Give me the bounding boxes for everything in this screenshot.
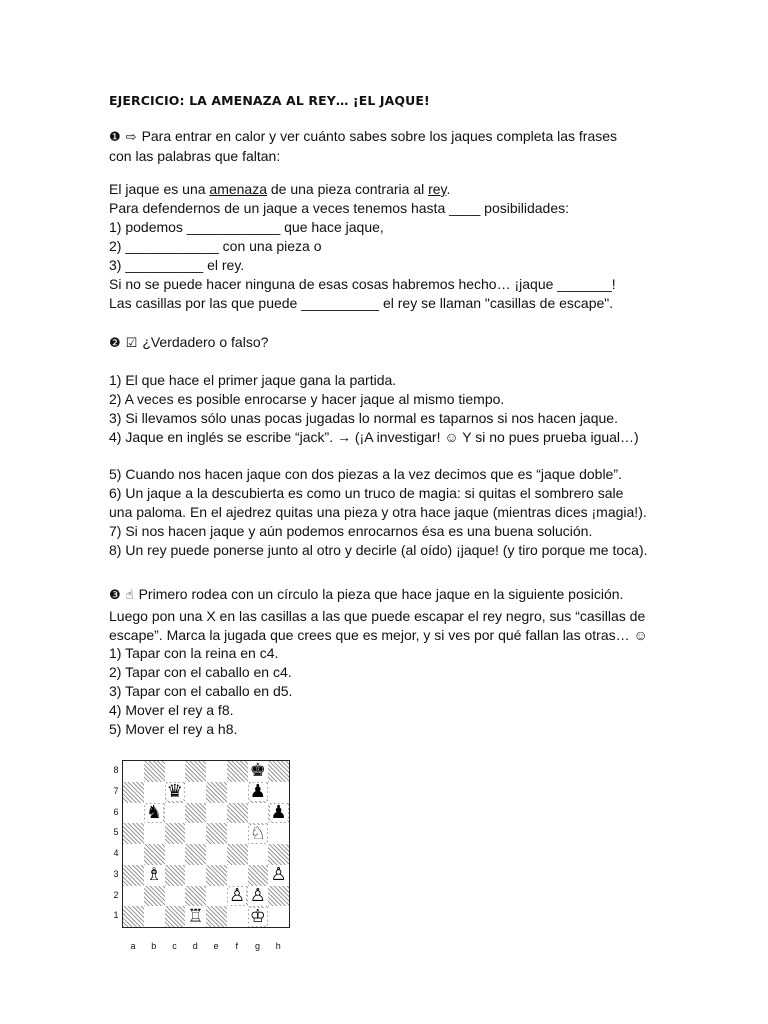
square-b1: [144, 906, 165, 927]
pointing-hand-icon: ☝: [125, 588, 134, 603]
rank-label: 1: [113, 910, 119, 921]
square-d7: [185, 782, 206, 803]
list-item: una paloma. En el ajedrez quitas una pieza y otra hace jaque (mientras dices ¡magia!).: [109, 504, 647, 520]
list-item: 5) Mover el rey a h8.: [109, 721, 238, 737]
list-item: 6) Un jaque a la descubierta es como un truco de magia: si quitas el sombrero sale: [109, 485, 624, 501]
square-b7: [144, 782, 165, 803]
black-pawn-icon: ♟: [270, 801, 287, 823]
section-3-instructions: [109, 607, 648, 645]
list-item: 3) Tapar con el caballo en d5.: [109, 683, 293, 699]
section-1-intro: [109, 127, 617, 166]
square-b3: [144, 865, 165, 886]
number-three-icon: ❸: [109, 588, 121, 603]
square-g8: [248, 761, 269, 782]
square-f3: [227, 865, 248, 886]
file-label: d: [192, 941, 198, 951]
file-label: a: [130, 941, 136, 951]
square-c3: [165, 865, 186, 886]
fill-in-sentence: Las casillas por las que puede __________ el rey se llaman "casillas de escape".: [109, 295, 614, 311]
rank-label: 3: [113, 868, 119, 879]
square-h5: [268, 823, 289, 844]
file-label: e: [213, 941, 219, 951]
white-king-icon: ♔: [249, 905, 266, 927]
list-item: 4) Jaque en inglés se escribe “jack”. → (¡A investigar! ☺ Y si no pues prueba igual…): [109, 429, 639, 445]
square-d1: [185, 906, 206, 927]
list-item: 7) Si nos hacen jaque y aún podemos enrocarnos ésa es una buena solución.: [109, 523, 593, 539]
black-queen-icon: ♛: [166, 781, 183, 803]
square-f5: [227, 823, 248, 844]
square-d4: [185, 844, 206, 865]
square-d5: [185, 823, 206, 844]
square-f6: [227, 803, 248, 824]
list-item: 1) Tapar con la reina en c4.: [109, 645, 279, 661]
underlined-word-amenaza: amenaza: [209, 181, 267, 197]
square-e2: [206, 886, 227, 907]
square-a5: [123, 823, 144, 844]
square-g4: [248, 844, 269, 865]
square-h4: [268, 844, 289, 865]
square-g7: [248, 782, 269, 803]
list-item: 8) Un rey puede ponerse junto al otro y decirle (al oído) ¡jaque! (y tiro porque me toca).: [109, 542, 648, 558]
list-item: 5) Cuando nos hacen jaque con dos piezas a la vez decimos que es “jaque doble”.: [109, 466, 622, 482]
square-f7: [227, 782, 248, 803]
section-1-intro-line-2: con las palabras que faltan:: [109, 148, 281, 164]
true-false-list-1: [109, 371, 639, 447]
rank-label: 5: [113, 827, 119, 838]
fill-in-sentence: Si no se puede hacer ninguna de esas cosas habremos hecho… ¡jaque _______!: [109, 276, 616, 292]
square-d6: [185, 803, 206, 824]
square-a7: [123, 782, 144, 803]
section-1-sentences: [109, 180, 616, 313]
square-h7: [268, 782, 289, 803]
file-label: c: [172, 941, 177, 951]
square-b5: [144, 823, 165, 844]
square-f8: [227, 761, 248, 782]
white-knight-icon: ♘: [249, 822, 266, 844]
section-1-intro-line-1: Para entrar en calor y ver cuánto sabes sobre los jaques completa las frases: [141, 128, 618, 144]
square-a4: [123, 844, 144, 865]
rank-label: 2: [113, 889, 119, 900]
number-one-icon: ❶: [109, 130, 121, 145]
file-label: f: [235, 941, 238, 951]
black-knight-icon: ♞: [146, 801, 163, 823]
square-f2: [227, 886, 248, 907]
checkbox-icon: ☑: [125, 336, 138, 351]
file-label: g: [254, 941, 260, 951]
rank-label: 6: [113, 806, 119, 817]
square-e8: [206, 761, 227, 782]
move-options-list: [109, 644, 292, 739]
section-2-heading: [109, 333, 268, 353]
square-e1: [206, 906, 227, 927]
list-item: 4) Mover el rey a f8.: [109, 702, 234, 718]
square-c2: [165, 886, 186, 907]
list-item: 2) A veces es posible enrocarse y hacer jaque al mismo tiempo.: [109, 391, 505, 407]
white-pawn-icon: ♙: [229, 884, 246, 906]
square-c6: [165, 803, 186, 824]
true-false-list-2: [109, 465, 648, 560]
square-g3: [248, 865, 269, 886]
fill-in-sentence: Para defendernos de un jaque a veces tenemos hasta ____ posibilidades:: [109, 200, 569, 216]
white-pawn-icon: ♙: [249, 884, 266, 906]
arrow-right-icon: ⇨: [125, 130, 137, 145]
list-item: 2) Tapar con el caballo en c4.: [109, 664, 292, 680]
square-h3: [268, 865, 289, 886]
square-d2: [185, 886, 206, 907]
fill-in-sentence: 1) podemos ____________ que hace jaque,: [109, 219, 384, 235]
number-two-icon: ❷: [109, 336, 121, 351]
square-g1: [248, 906, 269, 927]
square-h1: [268, 906, 289, 927]
square-a6: [123, 803, 144, 824]
list-item: 3) Si llevamos sólo unas pocas jugadas lo normal es taparnos si nos hacen jaque.: [109, 410, 618, 426]
chess-board: [122, 760, 290, 928]
square-a1: [123, 906, 144, 927]
white-pawn-icon: ♙: [270, 864, 287, 886]
file-label: b: [151, 941, 157, 951]
black-pawn-icon: ♟: [249, 781, 266, 803]
sentence-definition: [109, 180, 616, 199]
square-g2: [248, 886, 269, 907]
section-2-title: ¿Verdadero o falso?: [142, 334, 269, 350]
list-item: 1) El que hace el primer jaque gana la partida.: [109, 372, 397, 388]
square-e4: [206, 844, 227, 865]
exercise-title: EJERCICIO: LA AMENAZA AL REY… ¡EL JAQUE!: [109, 93, 430, 108]
rank-label: 4: [113, 848, 119, 858]
rank-label: 7: [113, 785, 119, 796]
square-c1: [165, 906, 186, 927]
fill-in-sentence: 3) __________ el rey.: [109, 257, 245, 273]
square-c7: [165, 782, 186, 803]
square-h2: [268, 886, 289, 907]
section-3-heading: [109, 585, 623, 605]
square-b2: [144, 886, 165, 907]
square-e7: [206, 782, 227, 803]
square-b4: [144, 844, 165, 865]
rank-label: 8: [113, 765, 119, 775]
instruction-line: Luego pon una X en las casillas a las que puede escapar el rey negro, sus “casillas de: [109, 608, 646, 624]
square-e6: [206, 803, 227, 824]
square-f4: [227, 844, 248, 865]
underlined-word-rey: rey: [428, 181, 447, 197]
square-h6: [268, 803, 289, 824]
square-h8: [268, 761, 289, 782]
black-king-icon: ♚: [249, 760, 266, 782]
square-a8: [123, 761, 144, 782]
square-b8: [144, 761, 165, 782]
section-3-title: Primero rodea con un círculo la pieza que hace jaque en la siguiente posición.: [138, 586, 624, 602]
sentence-text: de una pieza contraria al: [267, 181, 429, 197]
square-d3: [185, 865, 206, 886]
square-e3: [206, 865, 227, 886]
square-c4: [165, 844, 186, 865]
white-bishop-icon: ♗: [146, 864, 163, 886]
sentence-text: .: [446, 181, 451, 197]
square-b6: [144, 803, 165, 824]
sentence-text: El jaque es una: [109, 181, 210, 197]
white-rook-icon: ♖: [187, 905, 204, 927]
square-c5: [165, 823, 186, 844]
square-a2: [123, 886, 144, 907]
square-g6: [248, 803, 269, 824]
instruction-line: escape”. Marca la jugada que crees que es mejor, y si ves por qué fallan las otras… ☺: [109, 627, 648, 643]
square-g5: [248, 823, 269, 844]
file-label: h: [275, 941, 281, 951]
square-a3: [123, 865, 144, 886]
square-d8: [185, 761, 206, 782]
fill-in-sentence: 2) ____________ con una pieza o: [109, 238, 322, 254]
square-c8: [165, 761, 186, 782]
square-e5: [206, 823, 227, 844]
square-f1: [227, 906, 248, 927]
